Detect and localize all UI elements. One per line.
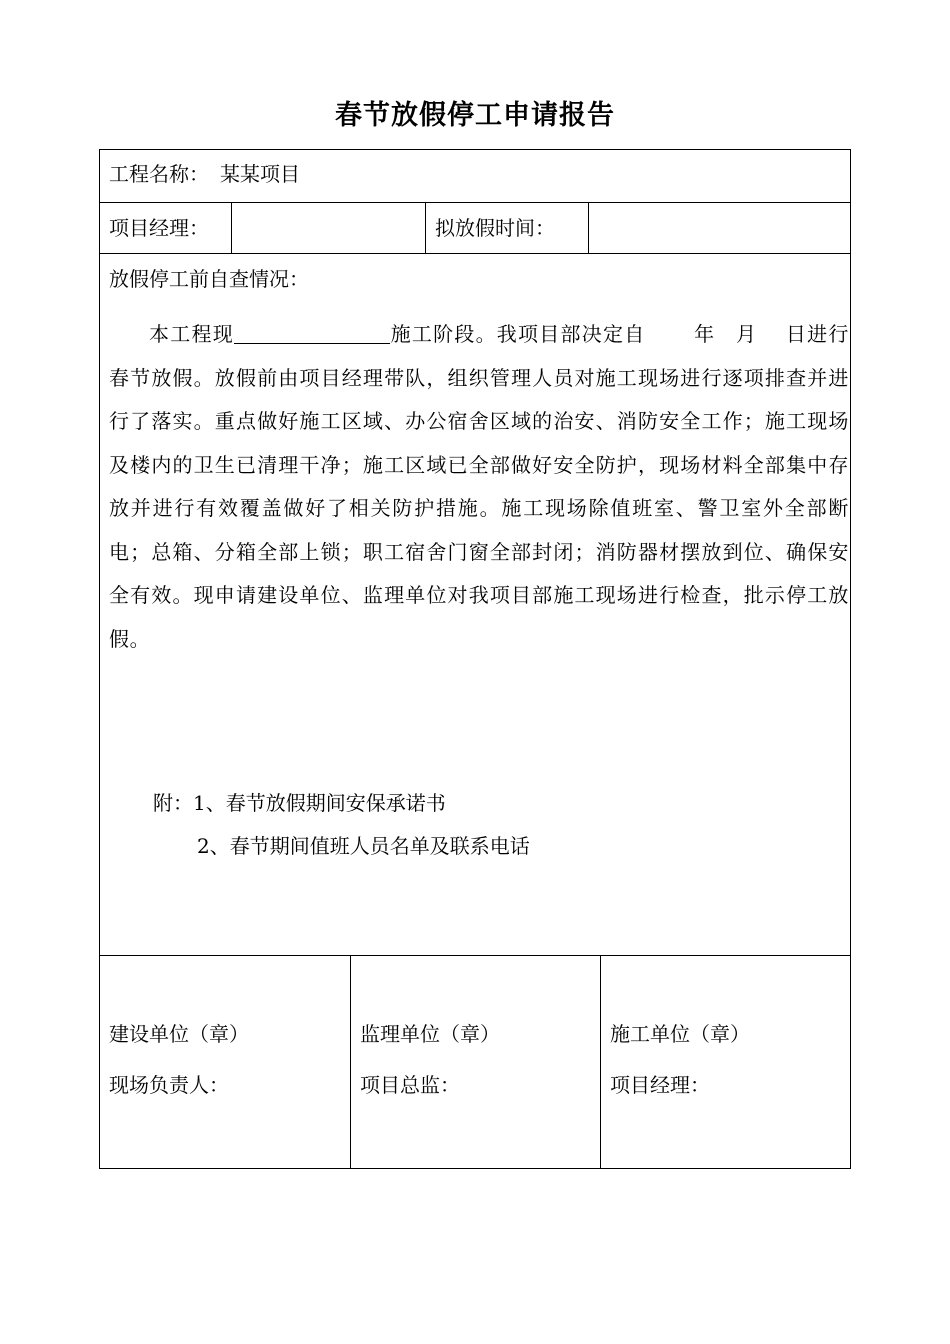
row-divider-1 — [100, 202, 850, 203]
year-unit: 年 — [693, 322, 716, 346]
row-divider-2 — [100, 253, 850, 254]
supervisor-chief: 项目总监： — [360, 1073, 460, 1097]
owner-unit-seal: 建设单位（章） — [109, 1022, 249, 1046]
contractor-unit-seal: 施工单位（章） — [610, 1022, 750, 1046]
self-check-paragraph — [109, 313, 849, 661]
construction-stage-blank[interactable] — [234, 321, 390, 344]
project-manager-label: 项目经理： — [109, 216, 209, 240]
para-rest: 行春节放假。放假前由项目经理带队，组织管理人员对施工现场进行逐项排查并进行了落实。重点做好施工区域、办公宿舍区域的治安、消防安全工作；施工现场及楼内的卫生已清理干净；施工区域已全部做好安全防护，现场材料全部集中存放并进行有效覆盖做好了相关防护措施。施工现场除值班室、警卫室外全部断电；总箱、分箱全部上锁；职工宿舍门窗全部封闭；消防器材摆放到位、确保安全有效。现申请建设单位、监理单位对我项目部施工现场进行检查，批示停工放假。 — [109, 322, 850, 651]
column-divider-manager — [231, 202, 232, 253]
row-divider-3 — [100, 955, 850, 956]
owner-site-person: 现场负责人： — [109, 1073, 229, 1097]
column-divider-holiday — [425, 202, 426, 253]
month-unit: 月 — [735, 322, 758, 346]
self-check-heading: 放假停工前自查情况： — [109, 267, 309, 291]
holiday-time-label: 拟放假时间： — [435, 216, 555, 240]
contractor-manager: 项目经理： — [610, 1073, 710, 1097]
project-name-value: 某某项目 — [220, 162, 300, 186]
supervisor-unit-seal: 监理单位（章） — [360, 1022, 500, 1046]
signature-divider-1 — [350, 955, 351, 1169]
day-unit: 日进 — [785, 322, 829, 346]
attachment-item-1: 附：1、春节放假期间安保承诺书 — [153, 791, 446, 815]
para-start: 本工程现 — [149, 322, 234, 346]
attachment-item-2: 2、春节期间值班人员名单及联系电话 — [197, 834, 530, 858]
para-stage: 施工阶段。我项目部决定自 — [389, 322, 646, 346]
signature-divider-2 — [600, 955, 601, 1169]
application-form-table — [99, 149, 851, 1169]
document-title: 春节放假停工申请报告 — [335, 100, 615, 131]
project-name-label: 工程名称： — [109, 162, 209, 186]
column-divider-holiday-value — [588, 202, 589, 253]
